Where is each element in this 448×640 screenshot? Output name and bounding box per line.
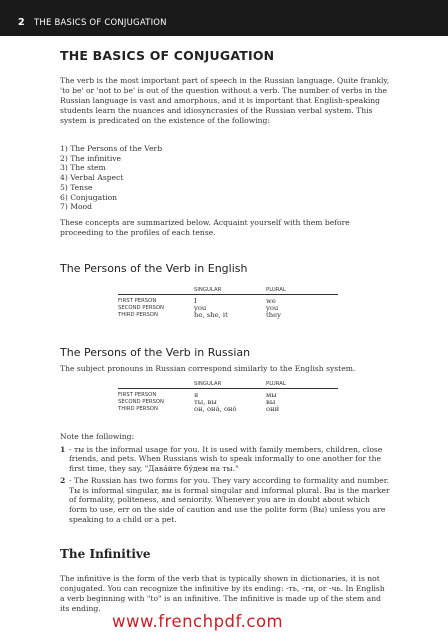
person-label: THIRD PERSON	[118, 406, 158, 413]
table-header	[118, 284, 338, 295]
main-title: THE BASICS OF CONJUGATION	[60, 48, 275, 63]
page-number: 2	[18, 17, 25, 28]
singular-cell: I	[194, 296, 197, 305]
note-text: - The Russian has two forms for you. They vary according to formality and number. Ты is informal singular, вы is formal singular and informal plural. Вы is the marker of formality, politeness, and seniority. Whenever you are in doubt about which form to use, err on the side of caution and use the polite form (Вы) unless you are speaking to a child or a pet.	[69, 475, 390, 524]
summary-paragraph: These concepts are summarized below. Acquaint yourself with them before proceeding to the profiles of each tense.	[60, 218, 350, 237]
list-item: 2) The infinitive	[60, 153, 122, 163]
list-item: 7) Mood	[60, 202, 92, 212]
plural-cell: они́	[266, 405, 280, 414]
table-header	[118, 378, 338, 389]
plural-cell: you	[266, 303, 279, 312]
singular-cell: you	[194, 303, 207, 312]
list-item: 5) Tense	[60, 182, 93, 192]
russian-intro: The subject pronouns in Russian correspond similarly to the English system.	[60, 364, 356, 373]
table-row	[118, 406, 338, 413]
page-header	[0, 0, 448, 36]
list-item: 4) Verbal Aspect	[60, 173, 124, 183]
plural-cell: they	[266, 311, 281, 320]
plural-cell: вы	[266, 397, 276, 406]
table-row	[118, 312, 338, 319]
singular-cell: он, онá, онó	[194, 405, 237, 414]
singular-cell: he, she, it	[194, 311, 228, 320]
note-item	[60, 476, 390, 525]
concepts-list	[60, 144, 162, 212]
notes-lead: Note the following:	[60, 432, 135, 441]
person-label: SECOND PERSON	[118, 398, 165, 405]
note-number: 1	[60, 444, 66, 454]
watermark: www.frenchpdf.com	[112, 612, 284, 631]
singular-cell: я	[194, 390, 199, 399]
plural-cell: мы	[266, 390, 277, 399]
column-header-plural: PLURAL	[266, 287, 286, 293]
person-label: FIRST PERSON	[118, 297, 157, 304]
section-heading-russian: The Persons of the Verb in Russian	[60, 346, 251, 359]
column-header-singular: SINGULAR	[194, 287, 222, 293]
infinitive-paragraph: The infinitive is the form of the verb that is typically shown in dictionaries, it is not conjugated. You can recognize the infinitive by its ending: -ть, -ти, or -чь. In English a verb beginning with "to" is an infinitive. The infinitive is made up of the stem and its ending.	[60, 574, 385, 613]
list-item: 3) The stem	[60, 163, 106, 173]
section-heading-infinitive: The Infinitive	[60, 547, 151, 561]
persons-table-english	[118, 284, 338, 319]
list-item: 1) The Persons of the Verb	[60, 144, 163, 153]
section-heading-english: The Persons of the Verb in English	[60, 262, 248, 275]
running-title: THE BASICS OF CONJUGATION	[34, 18, 167, 28]
note-text: - ты is the informal usage for you. It is used with family members, children, close friends, and pets. When Russians wish to speak informally to one another for the first time, they say, "Давáйте бу́дем на ты."	[69, 444, 383, 474]
intro-paragraph: The verb is the most important part of speech in the Russian language. Quite frankly, 'to be' or 'not to be' is out of the question without a verb. The number of verbs in the Russian language is vast and amorphous, and it is important that English-speaking students learn the nuances and idiosyncrasies of the Russian verbal system. This system is predicated on the existence of the following:	[60, 76, 390, 125]
person-label: FIRST PERSON	[118, 391, 157, 398]
notes-block	[60, 432, 390, 526]
person-label: THIRD PERSON	[118, 312, 158, 319]
list-item: 6) Conjugation	[60, 192, 118, 202]
persons-table-russian	[118, 378, 338, 413]
note-number: 2	[60, 475, 66, 485]
person-label: SECOND PERSON	[118, 304, 165, 311]
note-item	[60, 445, 390, 474]
column-header-singular: SINGULAR	[194, 381, 222, 387]
singular-cell: ты, вы	[194, 397, 217, 406]
plural-cell: we	[266, 296, 276, 305]
column-header-plural: PLURAL	[266, 381, 286, 387]
